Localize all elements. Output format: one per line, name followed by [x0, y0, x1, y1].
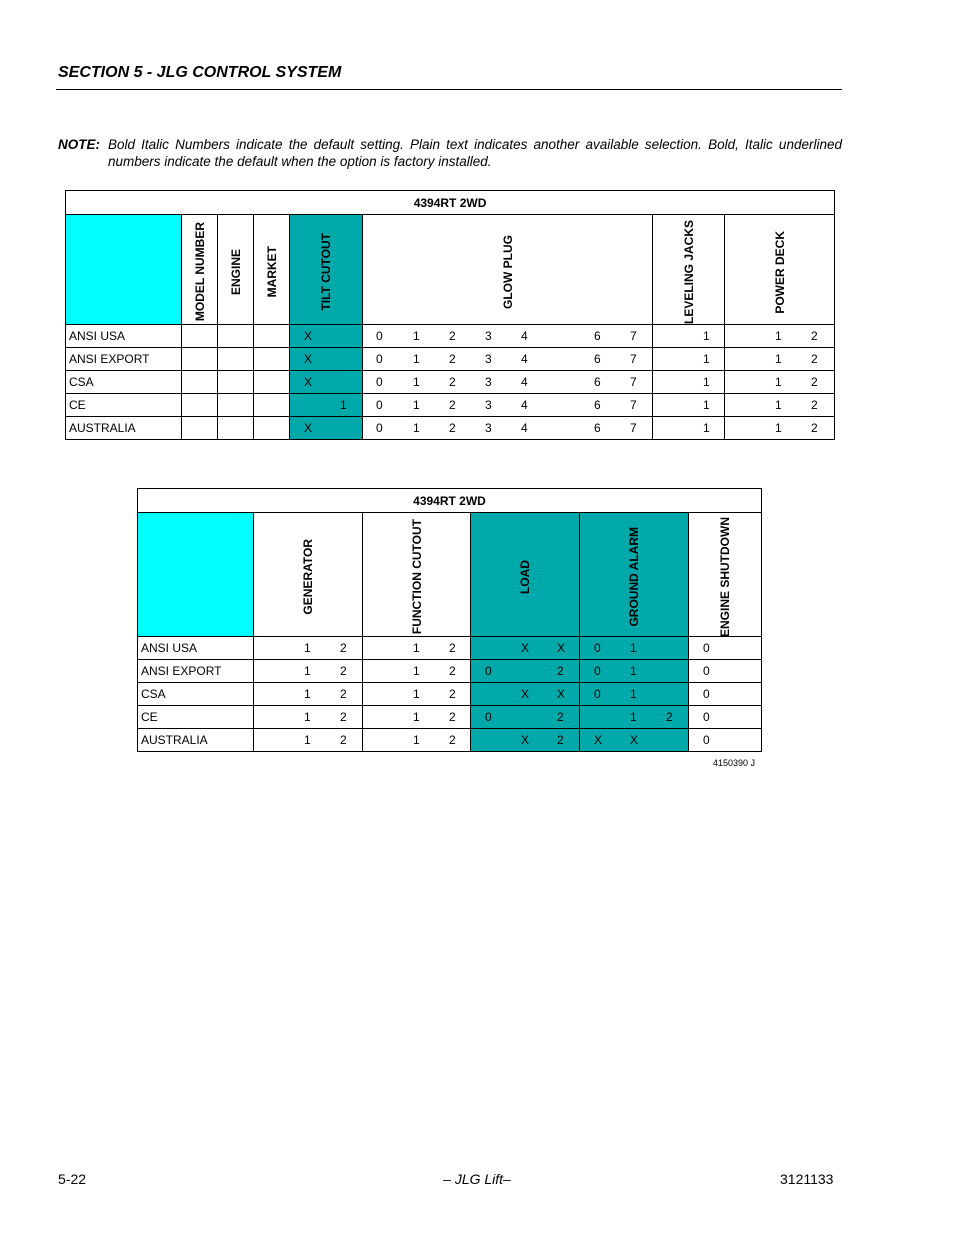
cell-value: 2	[449, 398, 456, 412]
cell-value: 1	[703, 421, 710, 435]
load-cell	[471, 683, 580, 706]
cell-value: 7	[630, 375, 637, 389]
cell-value: X	[521, 687, 530, 701]
generator-cell	[254, 637, 363, 660]
leveling-jacks-cell	[653, 394, 725, 417]
market-cell	[254, 394, 290, 417]
cell-value: 2	[666, 710, 673, 724]
engine-cell	[218, 325, 254, 348]
cell-value: 1	[703, 329, 710, 343]
cell-value: 2	[449, 733, 456, 747]
market-cell	[254, 348, 290, 371]
header-leveling-jacks: LEVELING JACKS	[653, 215, 725, 325]
cell-value: X	[304, 352, 313, 366]
ground-alarm-cell	[580, 637, 689, 660]
cell-value: 7	[630, 421, 637, 435]
glow-plug-cell	[363, 371, 653, 394]
cell-value: 2	[449, 329, 456, 343]
cell-value: 2	[811, 421, 818, 435]
market-cell	[254, 417, 290, 440]
header-generator: GENERATOR	[254, 513, 363, 637]
power-deck-cell	[725, 325, 835, 348]
function-cutout-cell	[363, 706, 471, 729]
engine-cell	[218, 348, 254, 371]
cell-value: 6	[594, 352, 601, 366]
function-cutout-cell	[363, 729, 471, 752]
table-row	[66, 325, 835, 348]
market-name: ANSI USA	[138, 637, 254, 660]
market-name: ANSI USA	[66, 325, 182, 348]
table-2-corner	[138, 513, 254, 637]
header-load: LOAD	[471, 513, 580, 637]
cell-value: 7	[630, 329, 637, 343]
tilt-cutout-cell	[290, 394, 363, 417]
cell-value: 2	[449, 710, 456, 724]
cell-value: 2	[449, 375, 456, 389]
market-name: CE	[138, 706, 254, 729]
table-row	[66, 417, 835, 440]
cell-value: 2	[340, 710, 347, 724]
table-row	[138, 637, 762, 660]
market-name: AUSTRALIA	[138, 729, 254, 752]
cell-value: 1	[775, 329, 782, 343]
cell-value: 2	[449, 687, 456, 701]
load-cell	[471, 706, 580, 729]
note-text: Bold Italic Numbers indicate the default setting. Plain text indicates another available selection. Bold, Italic underlined numbers indicate the default when the option is factory installed.	[108, 137, 842, 169]
market-cell	[254, 325, 290, 348]
cell-value: 1	[304, 710, 311, 724]
footer-center: – JLG Lift–	[443, 1171, 511, 1187]
cell-value: 1	[413, 421, 420, 435]
header-ground-alarm: GROUND ALARM	[580, 513, 689, 637]
config-table-1	[65, 190, 835, 440]
cell-value: 1	[413, 687, 420, 701]
header-glow-plug: GLOW PLUG	[363, 215, 653, 325]
cell-value: 1	[703, 398, 710, 412]
market-name: CSA	[66, 371, 182, 394]
leveling-jacks-cell	[653, 371, 725, 394]
cell-value: 1	[413, 733, 420, 747]
cell-value: 1	[630, 710, 637, 724]
cell-value: 1	[413, 641, 420, 655]
cell-value: 4	[521, 375, 528, 389]
table-1-title: 4394RT 2WD	[66, 191, 835, 215]
cell-value: 6	[594, 329, 601, 343]
cell-value: 2	[449, 352, 456, 366]
cell-value: 0	[376, 329, 383, 343]
model-number-cell	[182, 348, 218, 371]
cell-value: 0	[594, 687, 601, 701]
generator-cell	[254, 706, 363, 729]
generator-cell	[254, 660, 363, 683]
note-lead: NOTE:	[58, 137, 100, 152]
section-title: SECTION 5 - JLG CONTROL SYSTEM	[58, 64, 342, 81]
cell-value: 1	[703, 375, 710, 389]
cell-value: 2	[811, 329, 818, 343]
cell-value: 2	[340, 733, 347, 747]
cell-value: 2	[557, 733, 564, 747]
table-row	[66, 394, 835, 417]
power-deck-cell	[725, 394, 835, 417]
cell-value: 6	[594, 375, 601, 389]
engine-shutdown-cell	[689, 637, 762, 660]
header-market: MARKET	[254, 215, 290, 325]
glow-plug-cell	[363, 325, 653, 348]
cell-value: 6	[594, 398, 601, 412]
cell-value: X	[594, 733, 603, 747]
cell-value: 0	[703, 710, 710, 724]
table-row	[66, 371, 835, 394]
market-name: CE	[66, 394, 182, 417]
glow-plug-cell	[363, 394, 653, 417]
load-cell	[471, 637, 580, 660]
generator-cell	[254, 683, 363, 706]
table-2-title: 4394RT 2WD	[138, 489, 762, 513]
header-engine: ENGINE	[218, 215, 254, 325]
load-cell	[471, 660, 580, 683]
power-deck-cell	[725, 348, 835, 371]
cell-value: 2	[449, 641, 456, 655]
cell-value: 0	[703, 641, 710, 655]
cell-value: 3	[485, 352, 492, 366]
market-name: ANSI EXPORT	[66, 348, 182, 371]
ground-alarm-cell	[580, 729, 689, 752]
cell-value: 7	[630, 398, 637, 412]
cell-value: 1	[413, 710, 420, 724]
cell-value: 1	[304, 664, 311, 678]
leveling-jacks-cell	[653, 417, 725, 440]
market-name: CSA	[138, 683, 254, 706]
market-name: ANSI EXPORT	[138, 660, 254, 683]
cell-value: 0	[376, 398, 383, 412]
function-cutout-cell	[363, 660, 471, 683]
tilt-cutout-cell	[290, 348, 363, 371]
generator-cell	[254, 729, 363, 752]
function-cutout-cell	[363, 637, 471, 660]
cell-value: 1	[413, 329, 420, 343]
cell-value: 0	[376, 375, 383, 389]
header-power-deck: POWER DECK	[725, 215, 835, 325]
cell-value: 0	[703, 664, 710, 678]
header-rule	[56, 89, 842, 90]
cell-value: 6	[594, 421, 601, 435]
table-row	[138, 660, 762, 683]
cell-value: 1	[413, 664, 420, 678]
cell-value: 4	[521, 352, 528, 366]
leveling-jacks-cell	[653, 348, 725, 371]
cell-value: X	[521, 733, 530, 747]
cell-value: 1	[630, 687, 637, 701]
header-engine-shutdown: ENGINE SHUTDOWN	[689, 513, 762, 637]
cell-value: 0	[485, 710, 492, 724]
function-cutout-cell	[363, 683, 471, 706]
cell-value: 2	[811, 352, 818, 366]
cell-value: 4	[521, 329, 528, 343]
engine-cell	[218, 417, 254, 440]
cell-value: 2	[449, 664, 456, 678]
cell-value: 2	[340, 664, 347, 678]
model-number-cell	[182, 417, 218, 440]
ground-alarm-cell	[580, 660, 689, 683]
cell-value: 3	[485, 375, 492, 389]
cell-value: 0	[703, 687, 710, 701]
model-number-cell	[182, 394, 218, 417]
cell-value: 0	[594, 641, 601, 655]
market-cell	[254, 371, 290, 394]
cell-value: 2	[449, 421, 456, 435]
glow-plug-cell	[363, 348, 653, 371]
engine-shutdown-cell	[689, 683, 762, 706]
cell-value: X	[521, 641, 530, 655]
engine-shutdown-cell	[689, 729, 762, 752]
ground-alarm-cell	[580, 683, 689, 706]
cell-value: 1	[630, 641, 637, 655]
cell-value: 2	[557, 664, 564, 678]
power-deck-cell	[725, 371, 835, 394]
cell-value: 1	[413, 375, 420, 389]
engine-shutdown-cell	[689, 706, 762, 729]
cell-value: 2	[340, 641, 347, 655]
table-1-corner	[66, 215, 182, 325]
glow-plug-cell	[363, 417, 653, 440]
cell-value: X	[304, 421, 313, 435]
cell-value: 1	[703, 352, 710, 366]
table-row	[138, 706, 762, 729]
table-row	[66, 348, 835, 371]
power-deck-cell	[725, 417, 835, 440]
leveling-jacks-cell	[653, 325, 725, 348]
cell-value: X	[630, 733, 639, 747]
cell-value: 7	[630, 352, 637, 366]
cell-value: 1	[630, 664, 637, 678]
tilt-cutout-cell	[290, 371, 363, 394]
engine-shutdown-cell	[689, 660, 762, 683]
cell-value: 0	[485, 664, 492, 678]
cell-value: 1	[775, 375, 782, 389]
tilt-cutout-cell	[290, 325, 363, 348]
cell-value: 1	[775, 421, 782, 435]
cell-value: 0	[594, 664, 601, 678]
header-function-cutout: FUNCTION CUTOUT	[363, 513, 471, 637]
model-number-cell	[182, 325, 218, 348]
engine-cell	[218, 394, 254, 417]
engine-cell	[218, 371, 254, 394]
cell-value: 1	[775, 398, 782, 412]
cell-value: 1	[413, 352, 420, 366]
figure-code: 4150390 J	[713, 758, 756, 768]
cell-value: X	[557, 641, 566, 655]
cell-value: 1	[304, 687, 311, 701]
ground-alarm-cell	[580, 706, 689, 729]
market-name: AUSTRALIA	[66, 417, 182, 440]
cell-value: 0	[376, 352, 383, 366]
cell-value: 2	[811, 375, 818, 389]
cell-value: 1	[340, 398, 347, 412]
cell-value: 4	[521, 421, 528, 435]
tilt-cutout-cell	[290, 417, 363, 440]
cell-value: 2	[811, 398, 818, 412]
cell-value: 1	[304, 641, 311, 655]
cell-value: X	[304, 329, 313, 343]
cell-value: 4	[521, 398, 528, 412]
cell-value: 1	[413, 398, 420, 412]
cell-value: 2	[557, 710, 564, 724]
cell-value: X	[557, 687, 566, 701]
cell-value: 3	[485, 329, 492, 343]
cell-value: 0	[376, 421, 383, 435]
cell-value: 2	[340, 687, 347, 701]
cell-value: 1	[775, 352, 782, 366]
table-row	[138, 729, 762, 752]
page-number: 5-22	[58, 1171, 87, 1187]
load-cell	[471, 729, 580, 752]
header-model-number: MODEL NUMBER	[182, 215, 218, 325]
cell-value: 0	[703, 733, 710, 747]
doc-number: 3121133	[780, 1171, 834, 1187]
model-number-cell	[182, 371, 218, 394]
cell-value: 3	[485, 398, 492, 412]
header-tilt-cutout: TILT CUTOUT	[290, 215, 363, 325]
note	[58, 136, 842, 170]
config-table-2	[137, 488, 762, 752]
cell-value: 3	[485, 421, 492, 435]
cell-value: 1	[304, 733, 311, 747]
table-row	[138, 683, 762, 706]
cell-value: X	[304, 375, 313, 389]
